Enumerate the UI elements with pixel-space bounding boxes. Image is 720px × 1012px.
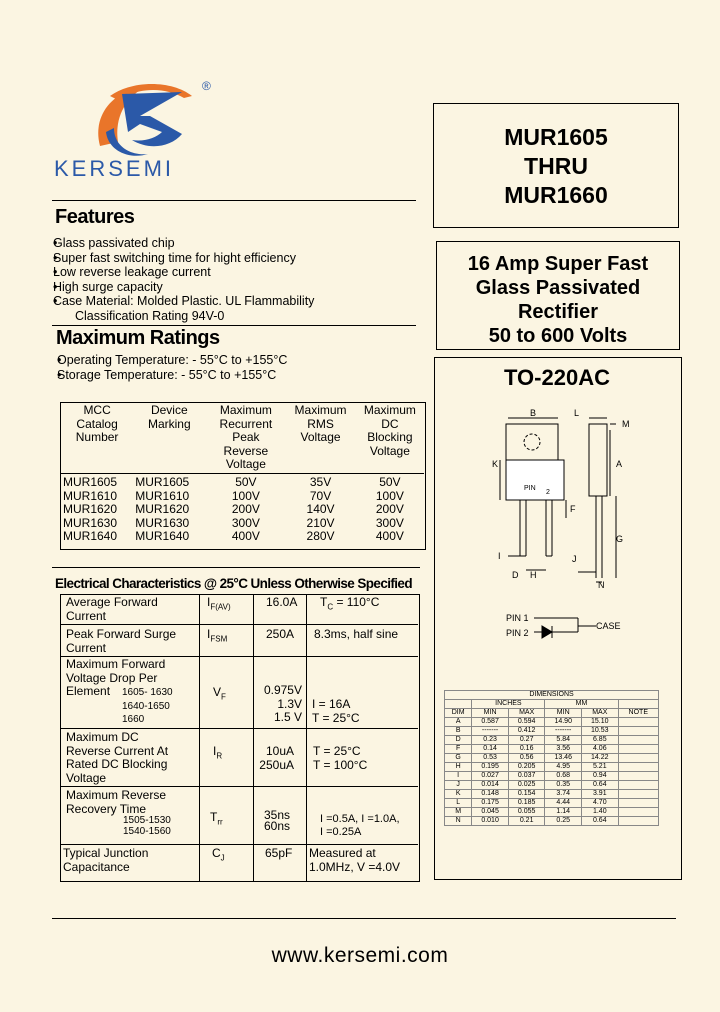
- ratings-header: Maximum RMS Voltage: [294, 403, 347, 444]
- label-d: D: [512, 570, 519, 580]
- dim-cell: 14.90: [545, 718, 582, 727]
- dim-header-row: [445, 709, 659, 718]
- dim-row: [445, 745, 659, 754]
- elec-col-divider: [306, 594, 307, 881]
- dim-cell: 0.014: [472, 781, 509, 790]
- dim-cell: [618, 790, 658, 799]
- elec-value: 0.975V 1.3V 1.5 V: [263, 683, 302, 724]
- ratings-header: MCC Catalog Number: [75, 403, 119, 444]
- ratings-row: [61, 490, 425, 504]
- dim-cell: F: [445, 745, 472, 754]
- dim-cell: [618, 772, 658, 781]
- dim-cell: 5.84: [545, 736, 582, 745]
- label-l: L: [574, 408, 580, 418]
- ratings-cell: MUR1605: [63, 475, 118, 489]
- desc-line-4: 50 to 600 Volts: [488, 325, 628, 347]
- dim-group-inches: INCHES: [472, 700, 545, 709]
- dim-cell: 0.64: [582, 781, 619, 790]
- dim-header: MAX: [582, 709, 619, 718]
- dim-cell: A: [445, 718, 472, 727]
- label-i: I: [498, 551, 501, 561]
- label-n: N: [598, 580, 605, 590]
- rating-item: • Operating Temperature: - 55°C to +155°C: [57, 353, 417, 368]
- dim-row: [445, 817, 659, 826]
- dim-row: [445, 763, 659, 772]
- ratings-header: Device Marking: [147, 403, 191, 431]
- elec-value: 35ns 60ns: [264, 808, 291, 833]
- pin1-label: PIN 1: [506, 613, 529, 623]
- ratings-cell: 280V: [306, 529, 335, 543]
- ratings-row: [61, 530, 425, 544]
- label-f: F: [570, 504, 576, 514]
- elec-rule: [52, 567, 420, 568]
- elec-param: Maximum Reverse Recovery Time: [66, 788, 167, 816]
- dim-cell: D: [445, 736, 472, 745]
- ratings-cell: 70V: [309, 488, 332, 503]
- features-list: [53, 236, 423, 324]
- feature-item: • High surge capacity: [53, 280, 423, 295]
- ratings-cell: MUR1620: [63, 502, 118, 516]
- elec-param: Maximum DC Reverse Current At Rated DC Blocking Voltage: [66, 730, 169, 785]
- elec-param: Typical Junction Capacitance: [63, 846, 149, 874]
- elec-symbol: $T_{rr}$: [210, 810, 223, 827]
- ratings-cell: MUR1610: [63, 488, 118, 503]
- elec-value: 10uA 250uA: [259, 744, 294, 772]
- part-number-box: [433, 103, 679, 228]
- label-j: J: [572, 554, 577, 564]
- ratings-row: [61, 503, 425, 517]
- dim-cell: [618, 727, 658, 736]
- dim-cell: 14.22: [582, 754, 619, 763]
- dim-group-mm: MM: [545, 700, 618, 709]
- elec-condition: $T_C = 110^\circ C$: [320, 595, 380, 612]
- dim-cell: [618, 736, 658, 745]
- dim-row: [445, 736, 659, 745]
- dim-cell: [618, 808, 658, 817]
- dim-cell: 0.055: [508, 808, 545, 817]
- dim-cell: 0.23: [472, 736, 509, 745]
- dim-cell: J: [445, 781, 472, 790]
- dim-cell: H: [445, 763, 472, 772]
- elec-row-divider: [60, 728, 418, 729]
- elec-ranges: 1505-1530 1540-1560: [123, 815, 171, 837]
- dim-cell: 3.56: [545, 745, 582, 754]
- dim-cell: M: [445, 808, 472, 817]
- ratings-header: Maximum Recurrent Peak Reverse Voltage: [219, 403, 273, 471]
- dim-row: [445, 727, 659, 736]
- dim-cell: 0.35: [545, 781, 582, 790]
- ratings-heading: Maximum Ratings: [56, 327, 220, 349]
- elec-ranges: 1605- 1630 1640-1650 1660: [122, 687, 173, 725]
- label-a: A: [616, 459, 623, 469]
- label-m: M: [622, 419, 630, 429]
- label-pin-2: 2: [546, 489, 550, 496]
- dim-cell: 0.148: [472, 790, 509, 799]
- dim-cell: 0.025: [508, 781, 545, 790]
- dim-cell: 0.587: [472, 718, 509, 727]
- description-box: [436, 241, 680, 350]
- dim-cell: 13.46: [545, 754, 582, 763]
- dim-cell: -------: [472, 727, 509, 736]
- dim-cell: 0.64: [582, 817, 619, 826]
- dim-row: [445, 772, 659, 781]
- elec-row-divider: [60, 844, 418, 845]
- dim-row: [445, 808, 659, 817]
- dimensions-title: DIMENSIONS: [445, 691, 659, 700]
- dim-cell: 0.195: [472, 763, 509, 772]
- label-h: H: [530, 570, 537, 580]
- ratings-cell: 200V: [375, 502, 404, 516]
- logo: [52, 76, 222, 186]
- dim-cell: 0.56: [508, 754, 545, 763]
- ratings-cell: 100V: [375, 488, 404, 503]
- ratings-row: [61, 476, 425, 490]
- elec-symbol: $V_F$: [213, 685, 226, 702]
- ratings-cell: 140V: [306, 502, 335, 516]
- feature-item: • Case Material: Molded Plastic. UL Flammability: [53, 294, 423, 309]
- elec-col-divider: [253, 594, 254, 881]
- dimensions-table-wrap: [444, 690, 659, 826]
- dim-cell: I: [445, 772, 472, 781]
- elec-row-divider: [60, 786, 418, 787]
- ratings-header: Maximum DC Blocking Voltage: [363, 403, 416, 458]
- ratings-cell: MUR1620: [135, 502, 190, 516]
- dim-cell: 0.027: [472, 772, 509, 781]
- feature-item: • Low reverse leakage current: [53, 265, 423, 280]
- ratings-cell: 100V: [231, 488, 260, 503]
- pin2-label: PIN 2: [506, 628, 529, 638]
- label-b: B: [530, 408, 537, 418]
- part-line-3: MUR1660: [504, 182, 608, 208]
- dim-cell: 0.175: [472, 799, 509, 808]
- dim-cell: G: [445, 754, 472, 763]
- ratings-cell: MUR1640: [63, 529, 118, 543]
- elec-value: 16.0A: [266, 595, 298, 609]
- dim-cell: [618, 817, 658, 826]
- elec-symbol: $I_{FSM}$: [207, 627, 228, 644]
- dim-header: DIM: [445, 709, 472, 718]
- dim-cell: 10.53: [582, 727, 619, 736]
- dim-header: NOTE: [618, 709, 658, 718]
- elec-condition: 8.3ms, half sine: [314, 627, 399, 641]
- elec-condition: T = 25°C T = 100°C: [313, 744, 368, 772]
- dim-cell: [618, 745, 658, 754]
- elec-condition: I = 16A T = 25°C: [312, 697, 360, 725]
- dim-cell: 6.85: [582, 736, 619, 745]
- dim-cell: 0.27: [508, 736, 545, 745]
- label-k: K: [492, 459, 499, 469]
- part-line-2: THRU: [524, 153, 588, 179]
- desc-line-3: Rectifier: [517, 301, 599, 323]
- dim-cell: 0.412: [508, 727, 545, 736]
- dim-cell: 1.14: [545, 808, 582, 817]
- dim-cell: N: [445, 817, 472, 826]
- features-rule: [52, 200, 416, 201]
- dim-cell: L: [445, 799, 472, 808]
- tab-outline: [506, 424, 558, 460]
- case-label: CASE: [596, 621, 621, 631]
- part-line-1: MUR1605: [504, 124, 608, 150]
- dim-cell: -------: [545, 727, 582, 736]
- ratings-cell: MUR1640: [135, 529, 190, 543]
- ratings-cell: MUR1610: [135, 488, 190, 503]
- dim-row: [445, 781, 659, 790]
- ratings-cell: MUR1630: [135, 515, 190, 530]
- ratings-cell: 400V: [231, 529, 260, 543]
- dim-cell: 0.53: [472, 754, 509, 763]
- elec-param: Average Forward Current: [66, 595, 158, 623]
- dim-cell: K: [445, 790, 472, 799]
- dim-cell: 0.14: [472, 745, 509, 754]
- dim-cell: 0.037: [508, 772, 545, 781]
- ratings-cell: 300V: [375, 515, 404, 530]
- rating-item: • Storage Temperature: - 55°C to +155°C: [57, 368, 417, 383]
- ratings-header-rule: [60, 473, 424, 474]
- ratings-row: [61, 517, 425, 531]
- dimensions-table: [444, 690, 659, 826]
- elec-value: 65pF: [265, 846, 293, 860]
- dim-cell: 0.010: [472, 817, 509, 826]
- ratings-cell: 300V: [231, 515, 260, 530]
- dim-cell: 3.91: [582, 790, 619, 799]
- registered-mark: ®: [202, 79, 211, 93]
- dim-cell: 5.21: [582, 763, 619, 772]
- package-title: TO-220AC: [504, 365, 610, 390]
- label-g: G: [616, 534, 624, 544]
- ratings-cell: 35V: [309, 475, 332, 489]
- ratings-cell: 200V: [231, 502, 260, 516]
- dim-cell: B: [445, 727, 472, 736]
- elec-param: Peak Forward Surge Current: [66, 627, 177, 655]
- dim-cell: 0.25: [545, 817, 582, 826]
- dim-header: MIN: [472, 709, 509, 718]
- dim-row: [445, 754, 659, 763]
- dim-cell: [618, 781, 658, 790]
- elec-value: 250A: [266, 627, 295, 641]
- dim-header: MAX: [508, 709, 545, 718]
- dim-cell: 4.95: [545, 763, 582, 772]
- elec-symbol: $C_J$: [212, 846, 225, 863]
- ratings-cell: MUR1605: [135, 475, 190, 489]
- ratings-cell: 400V: [375, 529, 404, 543]
- desc-line-1: 16 Amp Super Fast: [467, 253, 649, 275]
- dim-cell: 0.045: [472, 808, 509, 817]
- dim-cell: 0.16: [508, 745, 545, 754]
- dim-cell: 3.74: [545, 790, 582, 799]
- elec-col-divider: [199, 594, 200, 881]
- footer-rule: [52, 918, 676, 919]
- elec-heading: Electrical Characteristics @ 25°C Unless Otherwise Specified: [55, 576, 412, 591]
- dim-cell: 15.10: [582, 718, 619, 727]
- dim-cell: 0.594: [508, 718, 545, 727]
- ratings-cell: 50V: [379, 475, 401, 489]
- elec-param: Maximum Forward Voltage Drop Per Element: [66, 657, 166, 698]
- feature-item: • Glass passivated chip: [53, 236, 423, 251]
- package-diagram: [486, 406, 646, 656]
- dim-cell: 0.205: [508, 763, 545, 772]
- brand-name: KERSEMI: [54, 156, 175, 181]
- dim-cell: 1.40: [582, 808, 619, 817]
- label-pin: PIN: [524, 485, 536, 492]
- dim-cell: [618, 799, 658, 808]
- elec-condition: Measured at 1.0MHz, V =4.0V: [309, 846, 401, 874]
- dim-cell: 4.06: [582, 745, 619, 754]
- dim-cell: 0.154: [508, 790, 545, 799]
- elec-symbol: $I_R$: [213, 744, 223, 761]
- dim-cell: 0.94: [582, 772, 619, 781]
- dim-row: [445, 799, 659, 808]
- dim-cell: 4.44: [545, 799, 582, 808]
- desc-line-2: Glass Passivated: [475, 277, 641, 299]
- dim-cell: 0.185: [508, 799, 545, 808]
- dim-cell: 0.68: [545, 772, 582, 781]
- dim-cell: [618, 754, 658, 763]
- ratings-cell: MUR1630: [63, 515, 118, 530]
- dim-cell: [618, 763, 658, 772]
- dim-header: MIN: [545, 709, 582, 718]
- elec-row-divider: [60, 624, 418, 625]
- dim-cell: 0.21: [508, 817, 545, 826]
- dim-cell: [618, 718, 658, 727]
- dim-row: [445, 790, 659, 799]
- ratings-list: [57, 353, 417, 382]
- ratings-cell: 210V: [306, 515, 335, 530]
- elec-symbol: $I_{F(AV)}$: [207, 595, 231, 612]
- footer-url[interactable]: www.kersemi.com: [271, 944, 449, 967]
- dim-cell: 4.70: [582, 799, 619, 808]
- ratings-cell: 50V: [235, 475, 257, 489]
- elec-condition: I =0.5A, I =1.0A, I =0.25A: [320, 813, 400, 838]
- feature-item-continuation: Classification Rating 94V-0: [75, 308, 225, 323]
- dim-row: [445, 718, 659, 727]
- features-heading: Features: [55, 206, 135, 228]
- feature-item: • Super fast switching time for hight efficiency: [53, 251, 423, 266]
- ratings-rule: [52, 325, 416, 326]
